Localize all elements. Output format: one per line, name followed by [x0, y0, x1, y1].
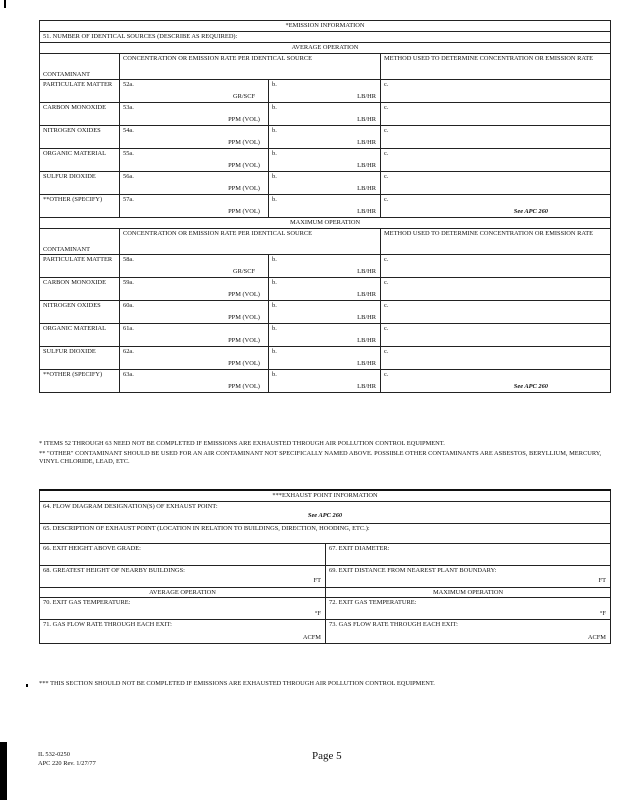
- field-b: b.: [272, 127, 277, 134]
- method-field[interactable]: [381, 255, 611, 278]
- item-71-unit: ACFM: [302, 633, 321, 641]
- unit-b: LB/HR: [357, 382, 376, 390]
- contaminant-name: CARBON MONOXIDE: [40, 103, 120, 126]
- item-70-unit: °F: [314, 609, 321, 617]
- emission-rate-field[interactable]: [269, 347, 381, 370]
- emission-rate-field[interactable]: [269, 278, 381, 301]
- field-b: b.: [272, 256, 277, 263]
- footnote-3: *** THIS SECTION SHOULD NOT BE COMPLETED IF EMISSIONS ARE EXHAUSTED THROUGH AIR POLLUTION CONTROL EQUIPMENT.: [39, 680, 435, 687]
- unit-a: GR/SCF: [232, 92, 256, 100]
- item-64-label: 64. FLOW DIAGRAM DESIGNATION(S) OF EXHAUST POINT:: [43, 502, 218, 510]
- contaminant-name: SULFUR DIOXIDE: [40, 172, 120, 195]
- method-field[interactable]: [381, 149, 611, 172]
- item-69-exit-distance[interactable]: [326, 565, 611, 587]
- unit-b: LB/HR: [357, 138, 376, 146]
- concentration-field[interactable]: [120, 172, 269, 195]
- method-note: See APC 260: [513, 382, 548, 390]
- unit-a: PPM (VOL): [228, 115, 260, 123]
- method-field[interactable]: [381, 370, 611, 393]
- contaminant-row: [40, 255, 611, 278]
- exhaust-maximum-header: MAXIMUM OPERATION: [326, 587, 611, 597]
- concentration-field[interactable]: [120, 301, 269, 324]
- contaminant-row: [40, 126, 611, 149]
- unit-a: PPM (VOL): [228, 359, 260, 367]
- concentration-field[interactable]: [120, 103, 269, 126]
- item-71-label: 71. GAS FLOW RATE THROUGH EACH EXIT:: [43, 620, 172, 628]
- page-number: Page 5: [312, 750, 342, 762]
- col-method-max: METHOD USED TO DETERMINE CONCENTRATION OR EMISSION RATE: [381, 229, 611, 255]
- field-c: c.: [384, 104, 389, 111]
- unit-b: LB/HR: [357, 207, 376, 215]
- item-72-exit-gas-temp[interactable]: [326, 597, 611, 619]
- concentration-field[interactable]: [120, 80, 269, 103]
- contaminant-row: [40, 347, 611, 370]
- unit-a: PPM (VOL): [228, 382, 260, 390]
- emission-rate-field[interactable]: [269, 324, 381, 347]
- scan-speck: [26, 684, 28, 687]
- field-number: 53a.: [123, 104, 134, 111]
- contaminant-row: [40, 301, 611, 324]
- contaminant-row: [40, 149, 611, 172]
- maximum-operation-header: MAXIMUM OPERATION: [40, 218, 611, 229]
- col-concentration: CONCENTRATION OR EMISSION RATE PER IDENTICAL SOURCE: [120, 54, 381, 80]
- exhaust-title: ***EXHAUST POINT INFORMATION: [40, 490, 611, 501]
- emission-rate-field[interactable]: [269, 126, 381, 149]
- field-c: c.: [384, 150, 389, 157]
- field-number: 63a.: [123, 371, 134, 378]
- field-c: c.: [384, 196, 389, 203]
- footnote-2: ** "OTHER" CONTAMINANT SHOULD BE USED FOR AN AIR CONTAMINANT NOT SPECIFICALLY NAMED ABOVE. POSSIBLE OTHER CONTAMINANTS ARE ASBESTOS, BERYLLIUM, MERCURY, VINYL CHLORIDE, LEAD, ETC.: [39, 450, 602, 465]
- method-field[interactable]: [381, 195, 611, 218]
- field-b: b.: [272, 302, 277, 309]
- field-c: c.: [384, 325, 389, 332]
- field-b: b.: [272, 81, 277, 88]
- contaminant-name: **OTHER (SPECIFY): [40, 195, 120, 218]
- form-revision: APC 220 Rev. 1/27/77: [38, 760, 96, 767]
- method-field[interactable]: [381, 126, 611, 149]
- item-72-unit: °F: [599, 609, 606, 617]
- unit-b: LB/HR: [357, 115, 376, 123]
- field-number: 61a.: [123, 325, 134, 332]
- scan-edge-mark: [0, 742, 7, 800]
- concentration-field[interactable]: [120, 347, 269, 370]
- field-number: 55a.: [123, 150, 134, 157]
- unit-a: PPM (VOL): [228, 313, 260, 321]
- contaminant-row: [40, 324, 611, 347]
- item-68-greatest-height[interactable]: [40, 565, 326, 587]
- emission-rate-field[interactable]: [269, 255, 381, 278]
- item-64-value: See APC 260: [307, 511, 343, 519]
- field-c: c.: [384, 302, 389, 309]
- contaminant-row: [40, 195, 611, 218]
- contaminant-row: [40, 278, 611, 301]
- form-number: IL 532-0250: [38, 751, 70, 758]
- unit-a: GR/SCF: [232, 267, 256, 275]
- item-51-number-of-identical-sources[interactable]: 51. NUMBER OF IDENTICAL SOURCES (DESCRIBE AS REQUIRED):: [40, 32, 611, 43]
- contaminant-name: ORGANIC MATERIAL: [40, 324, 120, 347]
- concentration-field[interactable]: [120, 149, 269, 172]
- field-c: c.: [384, 127, 389, 134]
- item-73-label: 73. GAS FLOW RATE THROUGH EACH EXIT:: [329, 620, 458, 628]
- field-c: c.: [384, 81, 389, 88]
- method-field[interactable]: [381, 324, 611, 347]
- unit-b: LB/HR: [357, 313, 376, 321]
- field-b: b.: [272, 279, 277, 286]
- unit-a: PPM (VOL): [228, 184, 260, 192]
- col-concentration-max: CONCENTRATION OR EMISSION RATE PER IDENTICAL SOURCE: [120, 229, 381, 255]
- contaminant-name: NITROGEN OXIDES: [40, 126, 120, 149]
- emission-rate-field[interactable]: [269, 370, 381, 393]
- unit-b: LB/HR: [357, 267, 376, 275]
- field-number: 58a.: [123, 256, 134, 263]
- method-field[interactable]: [381, 172, 611, 195]
- unit-a: PPM (VOL): [228, 138, 260, 146]
- concentration-field[interactable]: [120, 195, 269, 218]
- unit-a: PPM (VOL): [228, 336, 260, 344]
- field-c: c.: [384, 256, 389, 263]
- contaminant-row: [40, 172, 611, 195]
- average-operation-header: AVERAGE OPERATION: [40, 43, 611, 54]
- scan-corner-mark: [4, 0, 6, 8]
- unit-a: PPM (VOL): [228, 207, 260, 215]
- field-b: b.: [272, 173, 277, 180]
- field-b: b.: [272, 371, 277, 378]
- item-70-exit-gas-temp[interactable]: [40, 597, 326, 619]
- contaminant-name: PARTICULATE MATTER: [40, 255, 120, 278]
- exhaust-average-header: AVERAGE OPERATION: [40, 587, 326, 597]
- field-b: b.: [272, 348, 277, 355]
- contaminant-name: PARTICULATE MATTER: [40, 80, 120, 103]
- col-contaminant: CONTAMINANT: [40, 54, 120, 80]
- field-number: 52a.: [123, 81, 134, 88]
- exhaust-point-table: [39, 489, 611, 644]
- contaminant-row: [40, 370, 611, 393]
- field-c: c.: [384, 173, 389, 180]
- emission-rate-field[interactable]: [269, 149, 381, 172]
- field-b: b.: [272, 104, 277, 111]
- unit-b: LB/HR: [357, 359, 376, 367]
- emission-information-table: [39, 20, 611, 393]
- field-number: 59a.: [123, 279, 134, 286]
- item-71-gas-flow-rate[interactable]: [40, 619, 326, 643]
- emission-rate-field[interactable]: [269, 301, 381, 324]
- method-field[interactable]: [381, 301, 611, 324]
- item-68-label: 68. GREATEST HEIGHT OF NEARBY BUILDINGS:: [43, 566, 185, 574]
- field-number: 62a.: [123, 348, 134, 355]
- item-70-label: 70. EXIT GAS TEMPERATURE:: [43, 598, 131, 606]
- col-contaminant-max: CONTAMINANT: [40, 229, 120, 255]
- contaminant-name: NITROGEN OXIDES: [40, 301, 120, 324]
- item-67-exit-diameter[interactable]: 67. EXIT DIAMETER:: [326, 543, 611, 565]
- field-number: 57a.: [123, 196, 134, 203]
- method-note: See APC 260: [513, 207, 548, 215]
- field-number: 60a.: [123, 302, 134, 309]
- concentration-field[interactable]: [120, 278, 269, 301]
- field-number: 54a.: [123, 127, 134, 134]
- unit-b: LB/HR: [357, 336, 376, 344]
- item-66-exit-height[interactable]: 66. EXIT HEIGHT ABOVE GRADE:: [40, 543, 326, 565]
- item-64-flow-diagram[interactable]: [40, 501, 611, 523]
- contaminant-row: [40, 103, 611, 126]
- field-b: b.: [272, 196, 277, 203]
- item-69-label: 69. EXIT DISTANCE FROM NEAREST PLANT BOUNDARY:: [329, 566, 497, 574]
- item-68-unit: FT: [313, 577, 321, 585]
- contaminant-name: **OTHER (SPECIFY): [40, 370, 120, 393]
- emission-rate-field[interactable]: [269, 80, 381, 103]
- maximum-rows: [40, 255, 611, 393]
- unit-a: PPM (VOL): [228, 161, 260, 169]
- unit-b: LB/HR: [357, 184, 376, 192]
- method-field[interactable]: [381, 103, 611, 126]
- emission-rate-field[interactable]: [269, 172, 381, 195]
- item-69-unit: FT: [598, 577, 606, 585]
- method-field[interactable]: [381, 80, 611, 103]
- emission-title: *EMISSION INFORMATION: [40, 21, 611, 32]
- concentration-field[interactable]: [120, 255, 269, 278]
- concentration-field[interactable]: [120, 126, 269, 149]
- item-72-label: 72. EXIT GAS TEMPERATURE:: [329, 598, 417, 606]
- unit-b: LB/HR: [357, 161, 376, 169]
- field-c: c.: [384, 348, 389, 355]
- method-field[interactable]: [381, 347, 611, 370]
- col-method: METHOD USED TO DETERMINE CONCENTRATION OR EMISSION RATE: [381, 54, 611, 80]
- method-field[interactable]: [381, 278, 611, 301]
- contaminant-name: SULFUR DIOXIDE: [40, 347, 120, 370]
- field-c: c.: [384, 371, 389, 378]
- emission-rate-field[interactable]: [269, 103, 381, 126]
- field-c: c.: [384, 279, 389, 286]
- field-b: b.: [272, 325, 277, 332]
- average-rows: [40, 80, 611, 218]
- emission-rate-field[interactable]: [269, 195, 381, 218]
- contaminant-name: ORGANIC MATERIAL: [40, 149, 120, 172]
- field-number: 56a.: [123, 173, 134, 180]
- contaminant-row: [40, 80, 611, 103]
- unit-b: LB/HR: [357, 92, 376, 100]
- item-73-gas-flow-rate[interactable]: [326, 619, 611, 643]
- footnote-1: * ITEMS 52 THROUGH 63 NEED NOT BE COMPLETED IF EMISSIONS ARE EXHAUSTED THROUGH AIR POLLUTION CONTROL EQUIPMENT.: [39, 440, 445, 447]
- item-73-unit: ACFM: [587, 633, 606, 641]
- concentration-field[interactable]: [120, 370, 269, 393]
- concentration-field[interactable]: [120, 324, 269, 347]
- unit-b: LB/HR: [357, 290, 376, 298]
- contaminant-name: CARBON MONOXIDE: [40, 278, 120, 301]
- field-b: b.: [272, 150, 277, 157]
- item-65-description[interactable]: 65. DESCRIPTION OF EXHAUST POINT (LOCATION IN RELATION TO BUILDINGS, DIRECTION, HOODING, ETC.):: [40, 523, 611, 543]
- unit-a: PPM (VOL): [228, 290, 260, 298]
